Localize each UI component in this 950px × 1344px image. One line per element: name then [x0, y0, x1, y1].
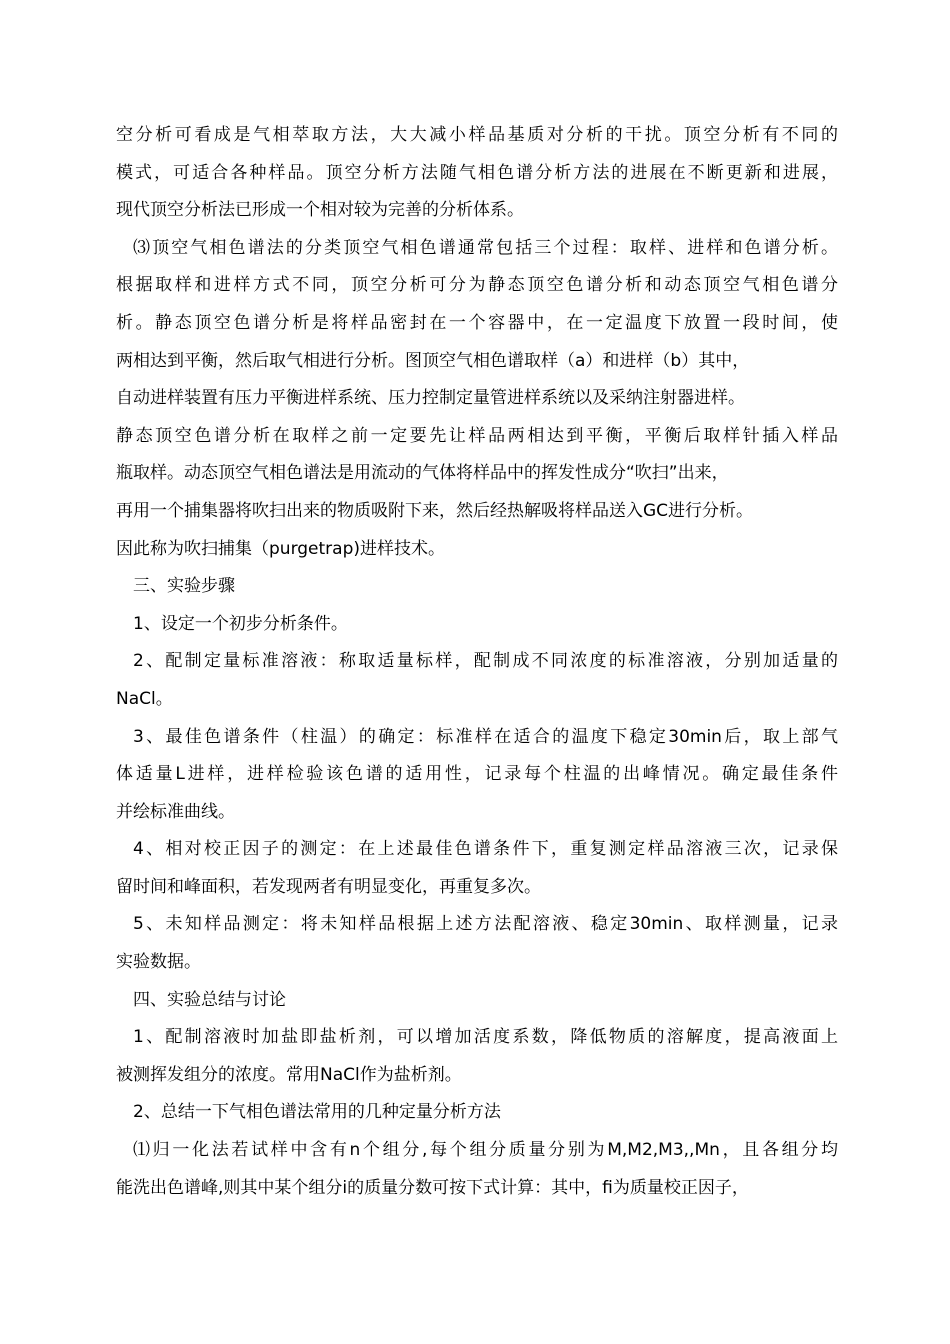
text-line: 被测挥发组分的浓度。常用NaCl作为盐析剂。 — [116, 1064, 462, 1085]
text-line: 瓶取样。动态顶空气相色谱法是用流动的气体将样品中的挥发性成分“吹扫”出来， — [116, 463, 729, 484]
text-line: 体适量L进样，进样检验该色谱的适用性，记录每个柱温的出峰情况。确定最佳条件 — [116, 764, 838, 785]
text-line: 自动进样装置有压力平衡进样系统、压力控制定量管进样系统以及采纳注射器进样。 — [116, 388, 745, 409]
section-heading: 三、实验步骤 — [133, 576, 235, 597]
text-line: 根据取样和进样方式不同，顶空分析可分为静态顶空色谱分析和动态顶空气相色谱分 — [116, 275, 838, 296]
list-item: 5、未知样品测定：将未知样品根据上述方法配溶液、稳定30min、取样测量，记录 — [133, 914, 838, 935]
text-line: 空分析可看成是气相萃取方法，大大减小样品基质对分析的干扰。顶空分析有不同的 — [116, 125, 838, 145]
list-item: 2、配制定量标准溶液：称取适量标样，配制成不同浓度的标准溶液，分别加适量的 — [133, 651, 838, 672]
document-body — [116, 117, 838, 1207]
text-line: 析。静态顶空色谱分析是将样品密封在一个容器中，在一定温度下放置一段时间，使 — [116, 312, 838, 333]
list-item: 3、最佳色谱条件（柱温）的确定：标准样在适合的温度下稳定30min后，取上部气 — [133, 726, 838, 747]
text-line: 再用一个捕集器将吹扫出来的物质吸附下来，然后经热解吸将样品送入GC进行分析。 — [116, 500, 754, 521]
section-heading: 四、实验总结与讨论 — [133, 989, 286, 1010]
text-line: 能洗出色谱峰,则其中某个组分i的质量分数可按下式计算：其中，fi为质量校正因子， — [116, 1177, 749, 1198]
text-line: 两相达到平衡，然后取气相进行分析。图顶空气相色谱取样（a）和进样（b）其中， — [116, 350, 750, 371]
text-line: 现代顶空分析法已形成一个相对较为完善的分析体系。 — [116, 200, 524, 221]
text-line: 静态顶空色谱分析在取样之前一定要先让样品两相达到平衡，平衡后取样针插入样品 — [116, 425, 838, 446]
text-line: 模式，可适合各种样品。顶空分析方法随气相色谱分析方法的进展在不断更新和进展， — [116, 162, 838, 183]
section-heading: ⑶顶空气相色谱法的分类顶空气相色谱通常包括三个过程：取样、进样和色谱分析。 — [133, 237, 838, 258]
list-item: 1、设定一个初步分析条件。 — [133, 613, 348, 634]
text-line: 因此称为吹扫捕集（purgetrap)进样技术。 — [116, 538, 446, 559]
text-line: 留时间和峰面积，若发现两者有明显变化，再重复多次。 — [116, 876, 541, 897]
list-item: 2、总结一下气相色谱法常用的几种定量分析方法 — [133, 1102, 501, 1123]
text-line: 并绘标准曲线。 — [116, 801, 235, 822]
list-item: 4、相对校正因子的测定：在上述最佳色谱条件下，重复测定样品溶液三次，记录保 — [133, 839, 838, 860]
text-line: 实验数据。 — [116, 952, 201, 973]
list-item: 1、配制溶液时加盐即盐析剂，可以增加活度系数，降低物质的溶解度，提高液面上 — [133, 1027, 838, 1048]
list-item: ⑴归一化法若试样中含有n个组分,每个组分质量分别为M,M2,M3,,Mn，且各组分均 — [133, 1140, 838, 1161]
text-line: NaCl。 — [116, 688, 173, 709]
